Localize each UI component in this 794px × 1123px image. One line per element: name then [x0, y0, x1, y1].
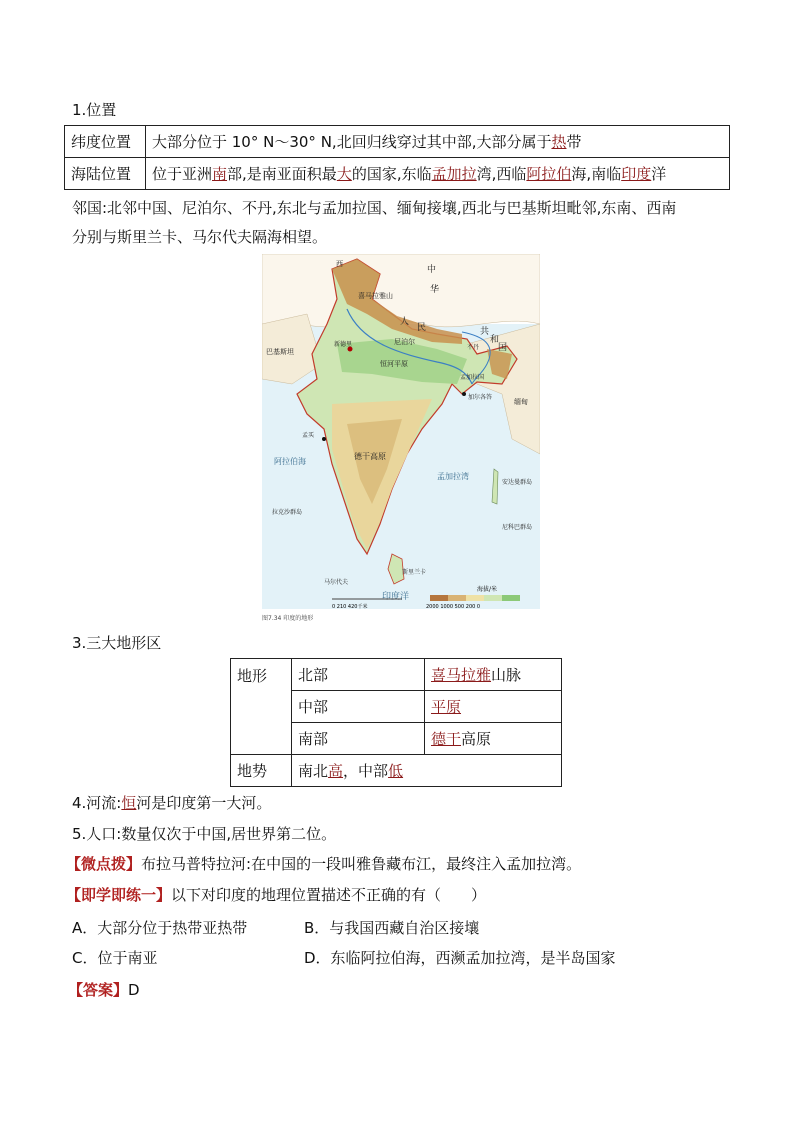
label-indian-ocean: 印度洋 [382, 592, 410, 602]
terrain-table [230, 658, 562, 787]
river-name: 恒 [121, 794, 137, 812]
label-ganges-plain: 恒河平原 [380, 360, 408, 368]
text-segment: 位于亚洲 [152, 165, 213, 183]
table-row [65, 158, 730, 190]
text-segment: ，中部 [343, 762, 389, 780]
text-segment: 高原 [461, 730, 492, 748]
latitude-label: 纬度位置 [65, 126, 146, 158]
answer-tag: 【答案】 [68, 981, 129, 999]
text-segment: 南北 [298, 762, 329, 780]
label-bhutan: 不丹 [467, 344, 480, 351]
terrain-label: 地形 [231, 659, 292, 755]
option-b: B．与我国西藏自治区接壤 [304, 919, 480, 937]
table-row [65, 126, 730, 158]
city-marker [462, 392, 466, 396]
label-gong: 共 [480, 327, 490, 337]
label-bay-of-bengal: 孟加拉湾 [437, 472, 469, 481]
label-sri-lanka: 斯里兰卡 [402, 569, 427, 576]
map-scale: 0 210 420千米 [332, 604, 368, 610]
map-caption: 图7.34 印度的地形 [262, 615, 314, 622]
label-maldives: 马尔代夫 [324, 579, 349, 586]
label-guo: 国 [498, 343, 508, 353]
neighbors-line-1: 邻国:北邻中国、尼泊尔、不丹,东北与孟加拉国、缅甸接壤,西北与巴基斯坦毗邻,东南、西南 [72, 199, 677, 217]
label-myanmar: 缅甸 [514, 398, 528, 406]
slope-value [292, 755, 562, 787]
label-china: 中 [427, 265, 437, 275]
region-north: 北部 [292, 659, 425, 691]
label-lakshadweep: 拉克沙群岛 [272, 509, 303, 516]
neighbors-line-2: 分别与斯里兰卡、马尔代夫隔海相望。 [72, 228, 328, 246]
exercise-question: 以下对印度的地理位置描述不正确的有（ ） [171, 886, 487, 904]
table-row [231, 755, 562, 787]
underlined-answer: 热 [551, 133, 567, 151]
text-segment: 大部分位于 10° N～30° N,北回归线穿过其中部,大部分属于 [152, 133, 552, 151]
city-marker [322, 437, 326, 441]
latitude-value [146, 126, 730, 158]
underlined-answer: 喜马拉雅 [431, 666, 492, 684]
legend-title: 海拔/米 [477, 586, 498, 593]
label-himalaya: 喜马拉雅山 [358, 292, 393, 300]
text-segment: 洋 [651, 165, 667, 183]
option-c: C．位于南亚 [72, 949, 158, 967]
region-central: 中部 [292, 691, 425, 723]
underlined-answer: 南 [212, 165, 228, 183]
text-segment: 的国家,东临 [351, 165, 432, 183]
region-south: 南部 [292, 723, 425, 755]
sea-land-value [146, 158, 730, 190]
text-segment: 海,南临 [571, 165, 622, 183]
text-segment: 部,是南亚面积最 [227, 165, 337, 183]
tip-tag: 【微点拨】 [66, 855, 142, 873]
label-xi: 西 [336, 260, 343, 268]
label-he: 和 [490, 335, 500, 345]
terrain-south [425, 723, 562, 755]
label-kolkata: 加尔各答 [468, 394, 493, 401]
legend-values: 2000 1000 500 200 0 [426, 604, 481, 610]
label-mumbai: 孟买 [302, 432, 315, 439]
label-arabian-sea: 阿拉伯海 [274, 457, 306, 466]
label-pakistan: 巴基斯坦 [266, 348, 294, 356]
underlined-answer: 德干 [431, 730, 462, 748]
underlined-answer: 阿拉伯 [526, 165, 572, 183]
underlined-answer: 平原 [431, 698, 462, 716]
exercise-question-line [66, 885, 486, 905]
label-people2: 民 [417, 323, 427, 333]
option-d: D．东临阿拉伯海，西濒孟加拉湾，是半岛国家 [304, 949, 616, 967]
section-title-location: 1.位置 [72, 101, 117, 119]
river-suffix: 河是印度第一大河。 [136, 794, 272, 812]
label-nepal: 尼泊尔 [394, 338, 415, 346]
river-line [72, 793, 271, 813]
underlined-answer: 印度 [621, 165, 652, 183]
population-line: 5.人口:数量仅次于中国,居世界第二位。 [72, 825, 337, 843]
label-people: 人 [400, 317, 410, 327]
underlined-answer: 高 [328, 762, 344, 780]
underlined-answer: 孟加拉 [431, 165, 477, 183]
text-segment: 带 [566, 133, 582, 151]
answer-line [68, 980, 140, 1000]
terrain-central [425, 691, 562, 723]
tip-line [66, 854, 581, 874]
text-segment: 湾,西临 [476, 165, 527, 183]
underlined-answer: 大 [336, 165, 352, 183]
location-table [64, 125, 730, 190]
tip-text: 布拉马普特拉河:在中国的一段叫雅鲁藏布江，最终注入孟加拉湾。 [141, 855, 582, 873]
label-china2: 华 [430, 285, 440, 295]
exercise-tag: 【即学即练一】 [66, 886, 172, 904]
slope-label: 地势 [231, 755, 292, 787]
underlined-answer: 低 [388, 762, 404, 780]
label-nicobar: 尼科巴群岛 [502, 524, 533, 531]
label-bangladesh: 孟加拉国 [460, 374, 485, 381]
label-new-delhi: 新德里 [334, 341, 353, 348]
label-andaman: 安达曼群岛 [502, 479, 533, 486]
answer-value: D [128, 981, 140, 999]
section-title-terrain: 3.三大地形区 [72, 634, 162, 652]
label-deccan: 德干高原 [354, 452, 386, 461]
table-row [231, 659, 562, 691]
india-terrain-map [262, 254, 540, 624]
option-a: A．大部分位于热带亚热带 [72, 919, 248, 937]
sea-land-label: 海陆位置 [65, 158, 146, 190]
river-prefix: 4.河流: [72, 794, 122, 812]
terrain-north [425, 659, 562, 691]
text-segment: 山脉 [491, 666, 522, 684]
